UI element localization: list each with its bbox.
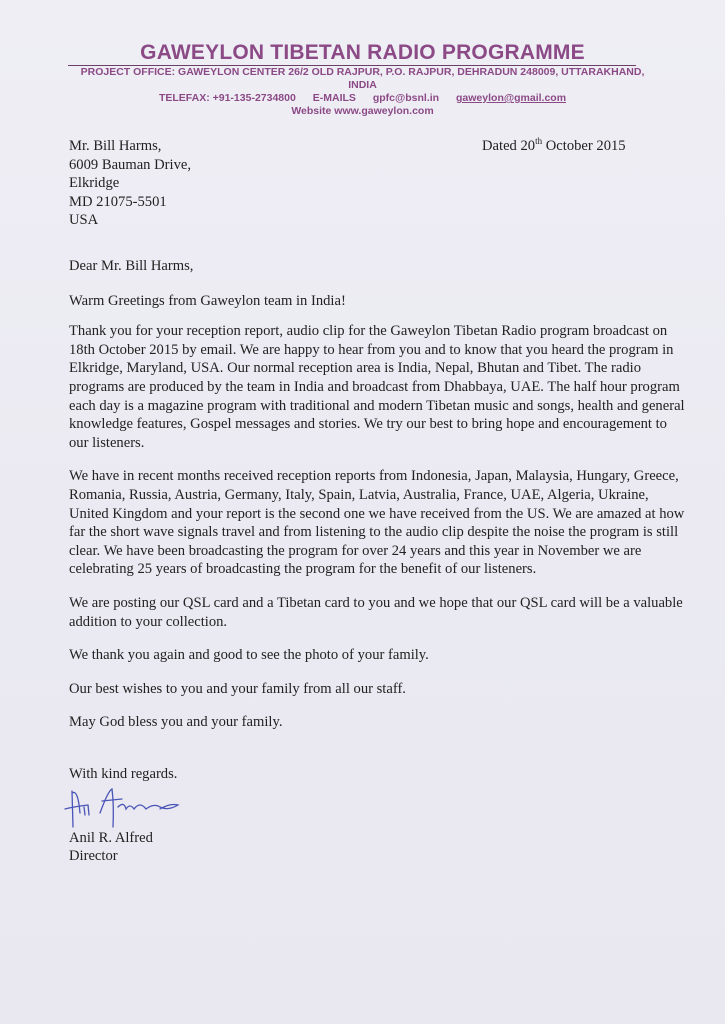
- emails-label: E-MAILS: [312, 92, 356, 104]
- recipient-country: USA: [69, 212, 99, 229]
- paragraph-6: May God bless you and your family.: [69, 714, 283, 731]
- letterhead-contact: [0, 92, 725, 105]
- paragraph-1: Thank you for your reception report, audio clip for the Gaweylon Tibetan Radio program broadcast on 18th October 2015 by email. We are happy to hear from you and to know that you heard the program in Elkridge, Maryland, USA. Our normal reception area is India, Nepal, Bhutan and Tibet. The radio programs are produced by the team in India and broadcast from Dhabbaya, UAE. The half hour program each day is a magazine program with traditional and modern Tibetan music and songs, health and general knowledge features, Gospel messages and stories. We try our best to bring hope and encouragement to our listeners.: [69, 323, 685, 451]
- date-prefix: Dated 20: [482, 138, 536, 154]
- letterhead-address: PROJECT OFFICE: GAWEYLON CENTER 26/2 OLD RAJPUR, P.O. RAJPUR, DEHRADUN 248009, UTTARAKHAND,: [80, 66, 645, 78]
- signer-title: Director: [69, 848, 118, 865]
- email-2[interactable]: gaweylon@gmail.com: [456, 92, 567, 104]
- recipient-street: 6009 Bauman Drive,: [69, 156, 191, 173]
- paragraph-2: We have in recent months received reception reports from Indonesia, Japan, Malaysia, Hungary, Greece, Romania, Russia, Austria, Germany, Italy, Spain, Latvia, Australia, France, UAE, Algeria, Ukraine, United Kingdom and your report is the second one we have received from the US. We are amazed at how far the short wave signals travel and from listening to the audio clip despite the noise the program is still clear. We have been broadcasting the program for over 24 years and this year in November we are celebrating 25 years of broadcasting the program for the benefit of our listeners.: [69, 468, 685, 578]
- letter-body: [69, 257, 687, 865]
- paragraph-4: We thank you again and good to see the photo of your family.: [69, 647, 429, 664]
- closing: With kind regards.: [69, 765, 178, 782]
- letterhead-website[interactable]: Website www.gaweylon.com: [291, 105, 434, 117]
- date-suffix: th: [535, 136, 543, 147]
- salutation: Dear Mr. Bill Harms,: [69, 258, 194, 274]
- greeting: Warm Greetings from Gaweylon team in India!: [69, 292, 346, 309]
- email-1[interactable]: gpfc@bsnl.in: [372, 92, 440, 104]
- signer-block: [69, 829, 687, 865]
- signer-name: Anil R. Alfred: [69, 830, 153, 847]
- recipient-name: Mr. Bill Harms,: [69, 138, 162, 154]
- letter-date: [482, 137, 626, 156]
- date-rest: October 2015: [542, 138, 626, 154]
- recipient-state-zip: MD 21075-5501: [69, 193, 167, 210]
- paragraph-3: We are posting our QSL card and a Tibetan card to you and we hope that our QSL card will be a valuable addition to your collection.: [69, 594, 683, 630]
- paragraph-5: Our best wishes to you and your family from all our staff.: [69, 680, 406, 697]
- letterhead: [0, 41, 725, 118]
- letterhead-title: GAWEYLON TIBETAN RADIO PROGRAMME: [140, 41, 585, 64]
- recipient-city: Elkridge: [69, 175, 120, 192]
- letterhead-country: INDIA: [348, 79, 377, 91]
- telefax: TELEFAX: +91-135-2734800: [158, 92, 296, 104]
